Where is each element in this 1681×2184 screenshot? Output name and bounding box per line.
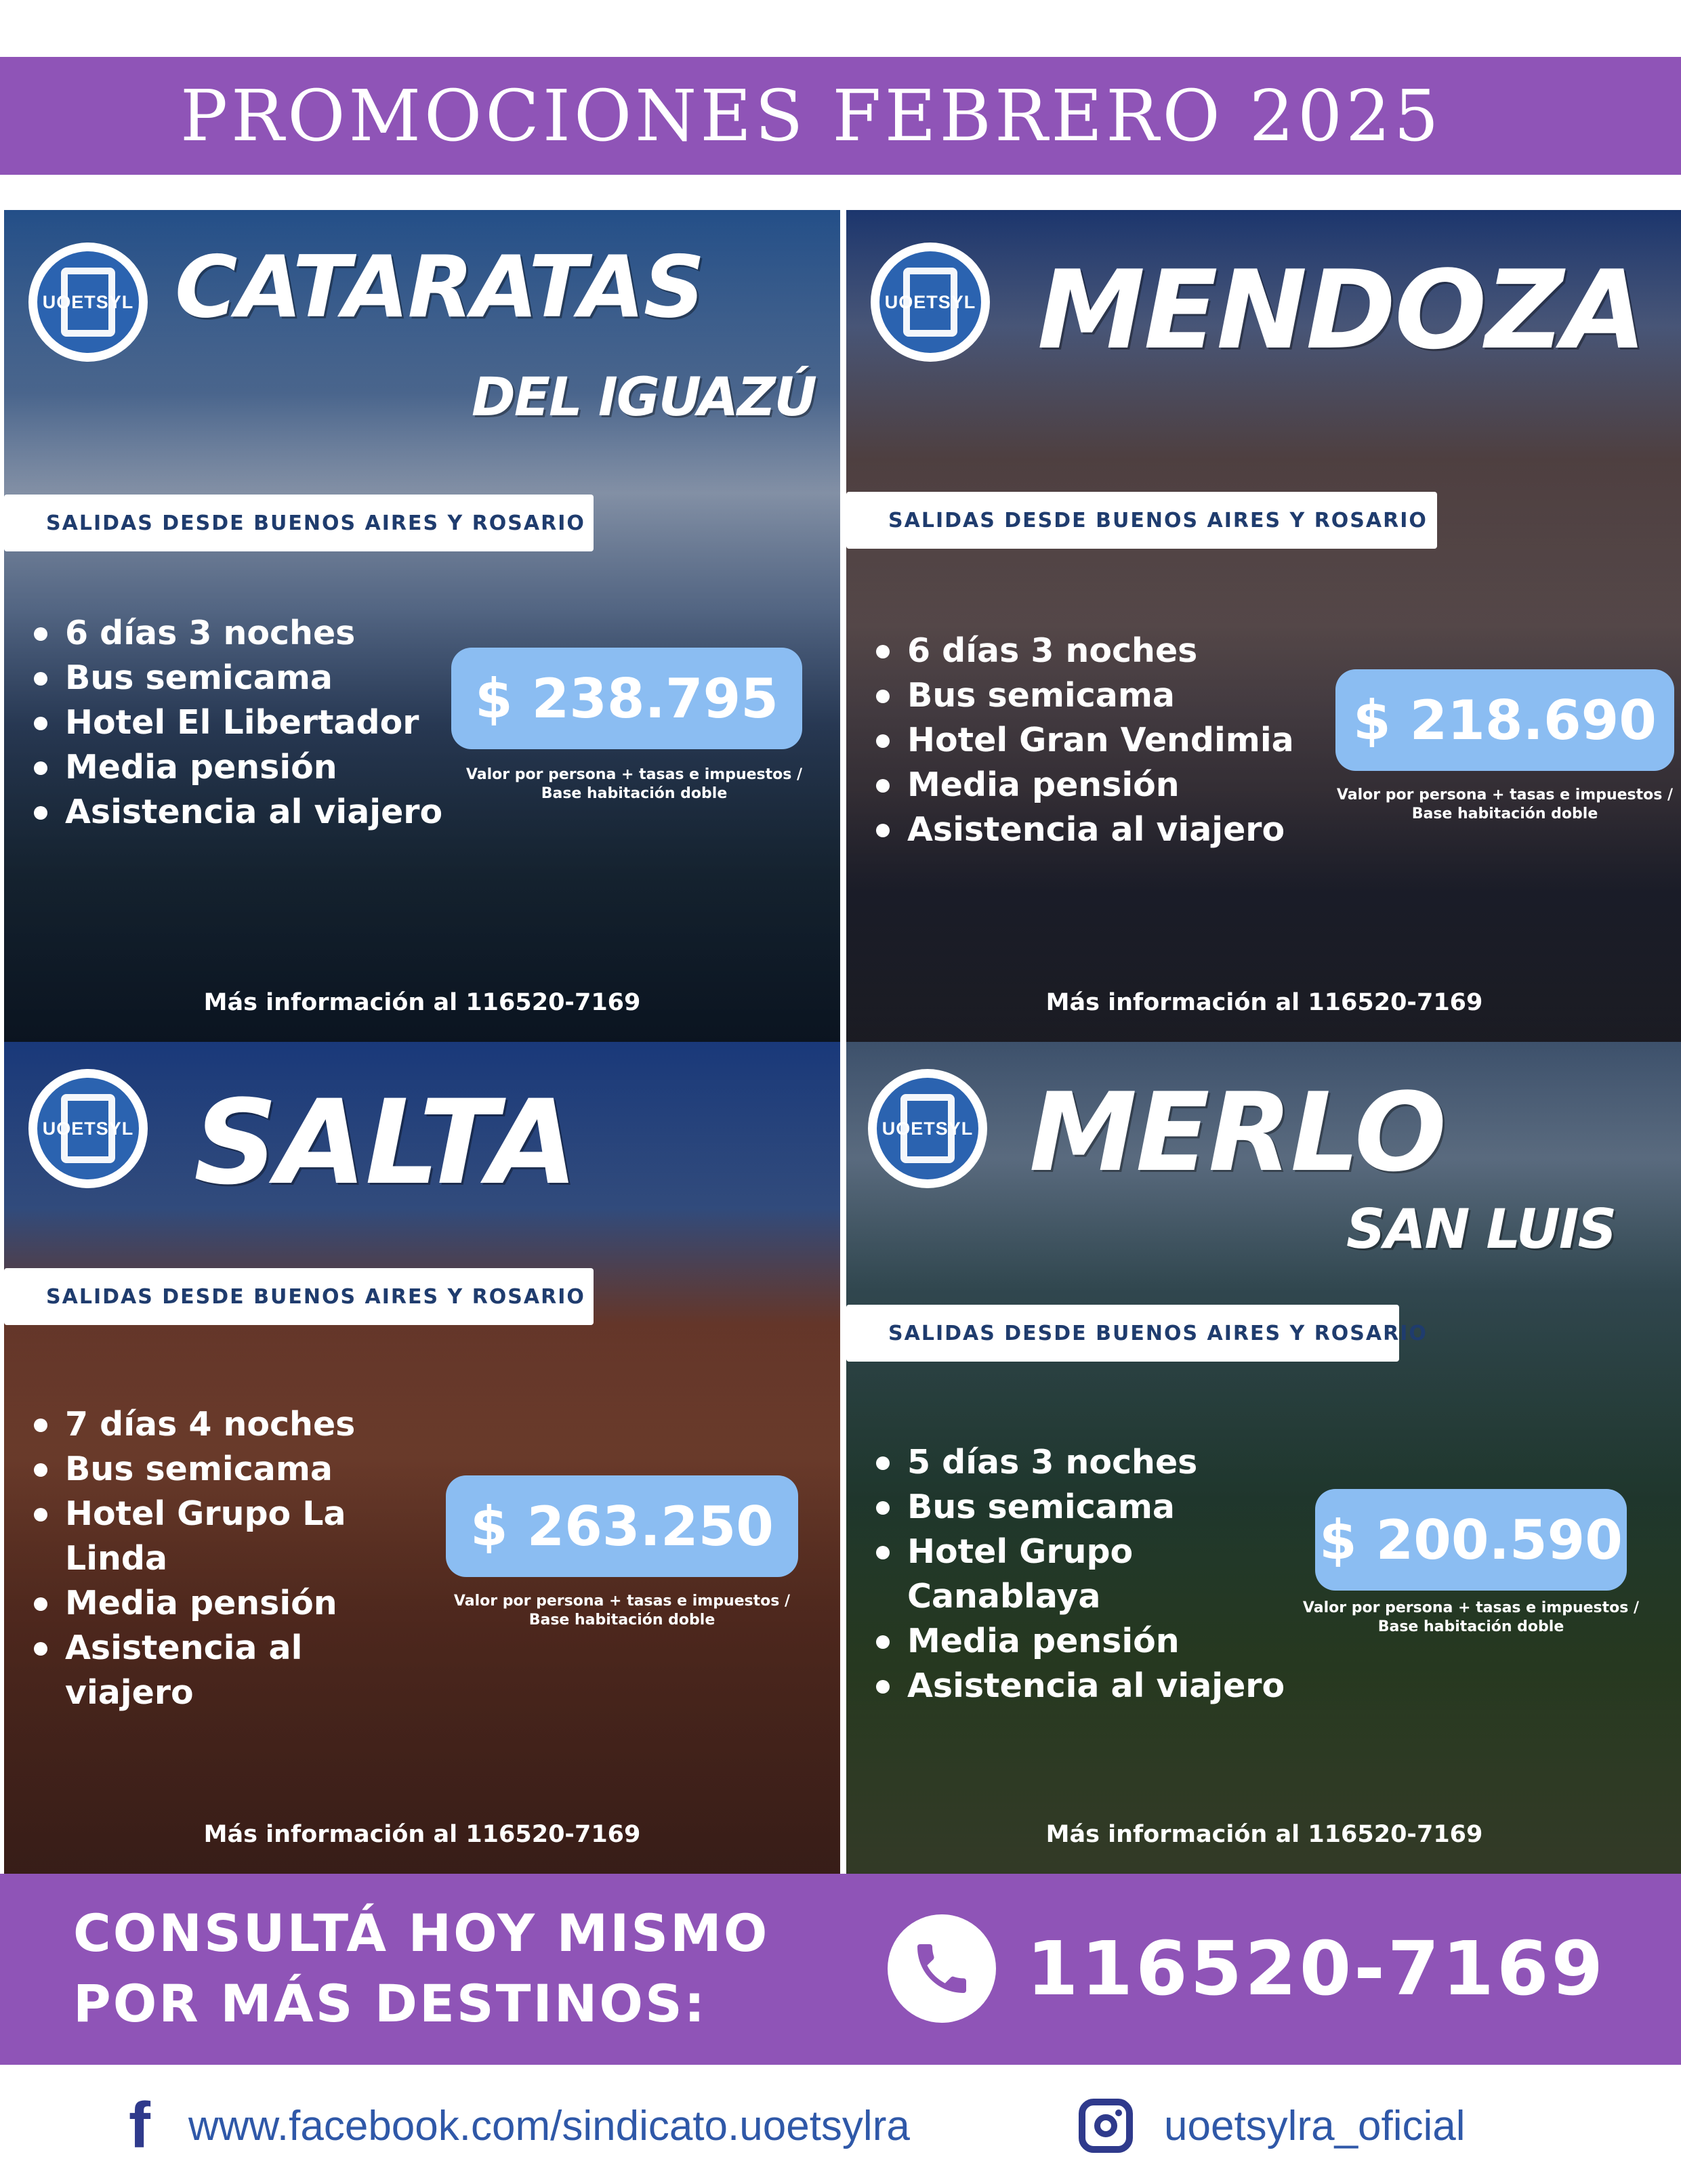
promo-card-salta[interactable] [4, 1042, 840, 1874]
destination-title: MERLO [1029, 1069, 1445, 1196]
departures-tag: SALIDAS DESDE BUENOS AIRES Y ROSARIO [846, 1305, 1399, 1362]
cta-line-2: POR MÁS DESTINOS: [73, 1973, 707, 2034]
price-note: Valor por persona + tasas e impuestos / Base habitación doble [1302, 1599, 1640, 1635]
destination-subtitle: DEL IGUAZÚ [472, 367, 816, 428]
more-info-text: Más información al 116520-7169 [203, 1821, 641, 1848]
price-badge: $ 238.795 [451, 648, 802, 749]
feature-item: Media pensión [31, 745, 465, 790]
instagram-handle[interactable]: uoetsylra_oficial [1164, 2102, 1466, 2149]
facebook-link[interactable] [119, 2089, 910, 2162]
destination-title: MENDOZA [1037, 247, 1646, 373]
more-info-text: Más información al 116520-7169 [1045, 989, 1483, 1016]
more-info-text: Más información al 116520-7169 [1045, 1821, 1483, 1848]
facebook-url[interactable]: www.facebook.com/sindicato.uoetsylra [188, 2102, 910, 2149]
feature-item: 6 días 3 noches [31, 611, 465, 656]
logo-text: UOETSYL [42, 291, 134, 312]
more-info-text: Más información al 116520-7169 [203, 989, 641, 1016]
logo-text: UOETSYL [884, 291, 976, 312]
feature-item: Hotel Gran Vendimia [873, 718, 1348, 763]
instagram-link[interactable] [1079, 2092, 1466, 2160]
features-list [31, 1402, 438, 1715]
promo-card-cataratas[interactable] [4, 210, 840, 1042]
union-logo [28, 1069, 148, 1188]
feature-item: Asistencia al viajero [873, 807, 1348, 852]
feature-item: Asistencia al viajero [873, 1664, 1321, 1708]
phone-icon [888, 1914, 996, 2023]
feature-item: Bus semicama [31, 656, 465, 700]
feature-item: Media pensión [873, 763, 1348, 807]
feature-item: Hotel El Libertador [31, 700, 465, 745]
feature-item: Bus semicama [873, 1485, 1321, 1530]
departures-tag: SALIDAS DESDE BUENOS AIRES Y ROSARIO [4, 1268, 594, 1325]
cta-phone-number[interactable]: 116520-7169 [1026, 1925, 1606, 2012]
union-logo [868, 1069, 987, 1188]
feature-item: Media pensión [31, 1581, 438, 1626]
destination-title: CATARATAS [175, 237, 704, 337]
cta-line-1: CONSULTÁ HOY MISMO [73, 1903, 770, 1963]
feature-item: Asistencia al viajero [31, 790, 465, 835]
destination-title: SALTA [194, 1074, 577, 1211]
features-list [873, 629, 1348, 852]
cta-bar [0, 1874, 1681, 2065]
logo-text: UOETSYL [42, 1118, 134, 1139]
facebook-icon: f [129, 2089, 150, 2162]
price-note: Valor por persona + tasas e impuestos / Base habitación doble [453, 1593, 791, 1629]
feature-item: 6 días 3 noches [873, 629, 1348, 673]
feature-item: 5 días 3 noches [873, 1440, 1321, 1485]
features-list [873, 1440, 1321, 1708]
departures-tag: SALIDAS DESDE BUENOS AIRES Y ROSARIO [4, 495, 594, 551]
destination-subtitle: SAN LUIS [1346, 1198, 1616, 1261]
price-note: Valor por persona + tasas e impuestos / Base habitación doble [465, 766, 803, 802]
promo-card-mendoza[interactable] [846, 210, 1681, 1042]
instagram-icon [1079, 2099, 1133, 2153]
promo-banner [0, 57, 1681, 175]
promo-card-merlo[interactable] [846, 1042, 1681, 1874]
banner-title: PROMOCIONES FEBRERO 2025 [180, 75, 1443, 157]
feature-item: Hotel Grupo Canablaya [873, 1530, 1321, 1619]
feature-item: Asistencia al viajero [31, 1626, 438, 1715]
departures-tag: SALIDAS DESDE BUENOS AIRES Y ROSARIO [846, 492, 1437, 549]
price-badge: $ 263.250 [446, 1475, 798, 1577]
cta-text [73, 1898, 852, 2039]
features-list [31, 611, 465, 835]
feature-item: Media pensión [873, 1619, 1321, 1664]
price-badge: $ 200.590 [1315, 1489, 1627, 1591]
feature-item: Bus semicama [873, 673, 1348, 718]
feature-item: Hotel Grupo La Linda [31, 1492, 438, 1581]
union-logo [871, 243, 990, 362]
feature-item: Bus semicama [31, 1447, 438, 1492]
logo-text: UOETSYL [881, 1118, 974, 1139]
feature-item: 7 días 4 noches [31, 1402, 438, 1447]
union-logo [28, 243, 148, 362]
price-note: Valor por persona + tasas e impuestos / Base habitación doble [1336, 786, 1674, 822]
price-badge: $ 218.690 [1335, 669, 1674, 771]
